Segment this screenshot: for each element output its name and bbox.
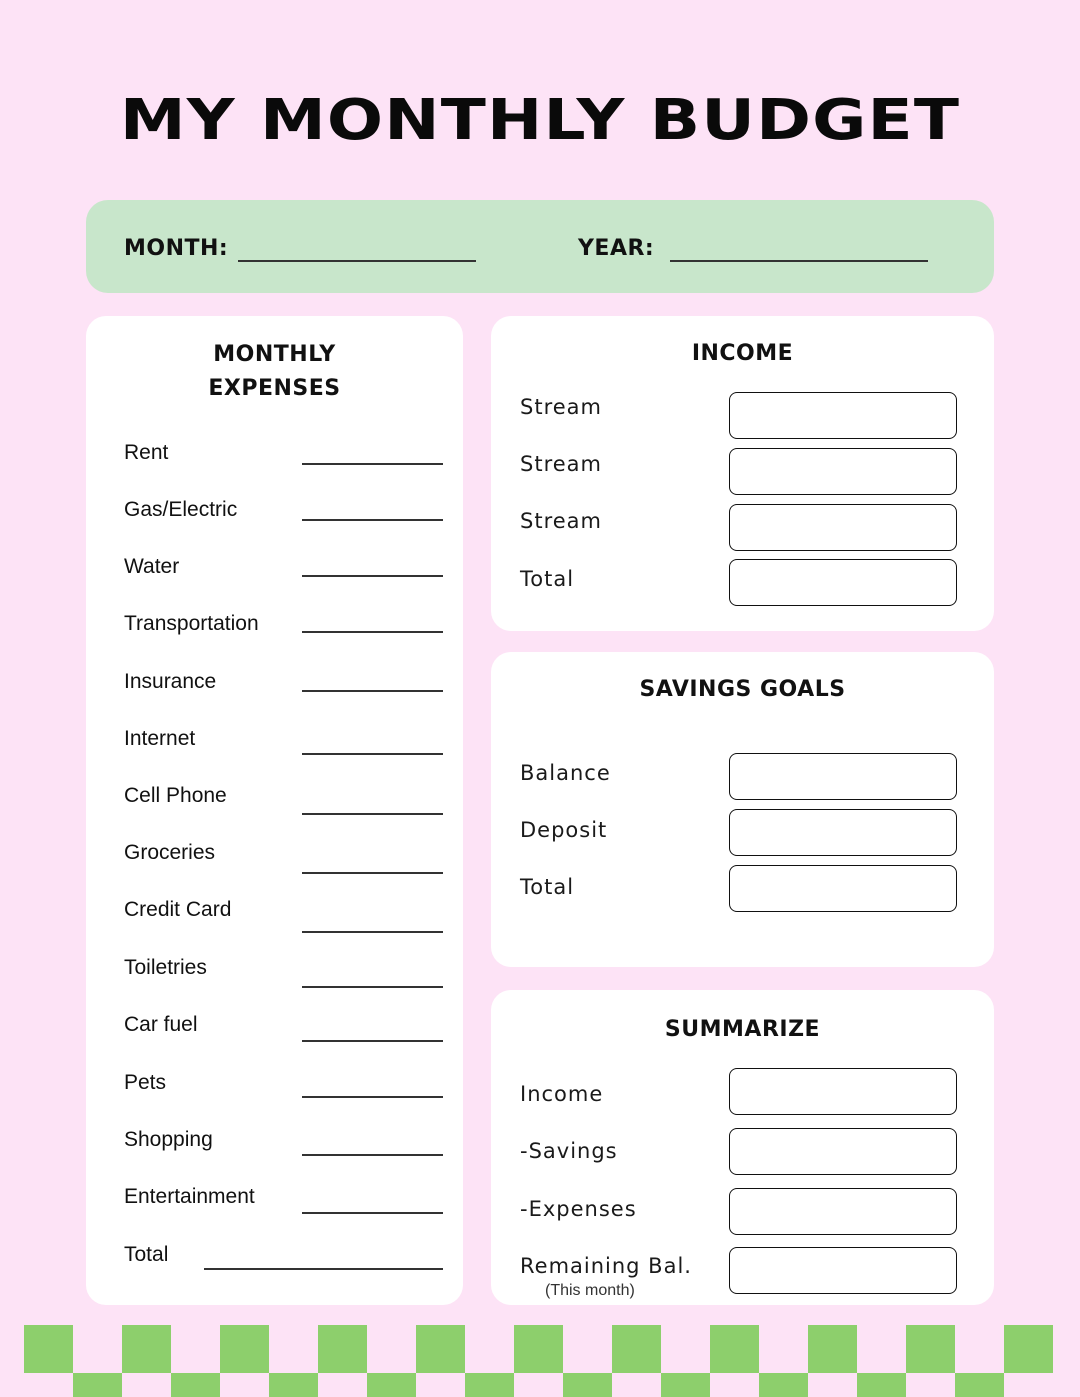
expense-field-toiletries[interactable] <box>302 986 443 988</box>
income-total-input[interactable] <box>729 559 957 606</box>
checker-square <box>759 1373 808 1397</box>
income-title: INCOME <box>691 341 794 366</box>
expense-field-car-fuel[interactable] <box>302 1040 443 1042</box>
savings-label-deposit: Deposit <box>520 818 608 842</box>
income-stream-1-input[interactable] <box>729 392 957 439</box>
expense-field-groceries[interactable] <box>302 872 443 874</box>
expense-field-pets[interactable] <box>302 1096 443 1098</box>
savings-title: SAVINGS GOALS <box>639 677 846 702</box>
expense-label-car-fuel: Car fuel <box>124 1013 198 1036</box>
income-label-stream-2: Stream <box>520 452 602 476</box>
expenses-title-line2: EXPENSES <box>208 376 341 401</box>
income-card <box>491 316 994 631</box>
checker-square <box>612 1325 661 1373</box>
checker-square <box>24 1325 73 1373</box>
expense-field-internet[interactable] <box>302 753 443 755</box>
checker-square <box>73 1373 122 1397</box>
income-label-stream-3: Stream <box>520 509 602 533</box>
expenses-title <box>86 338 463 406</box>
checker-square <box>857 1373 906 1397</box>
checker-square <box>416 1325 465 1373</box>
expense-label-insurance: Insurance <box>124 670 217 693</box>
monthly-expenses-card <box>86 316 463 1305</box>
expense-total-field[interactable] <box>204 1268 443 1270</box>
expense-field-water[interactable] <box>302 575 443 577</box>
checker-square <box>906 1325 955 1373</box>
checker-square <box>269 1373 318 1397</box>
expense-label-transportation: Transportation <box>124 612 259 635</box>
checker-square <box>122 1325 171 1373</box>
checkered-footer <box>0 1325 1080 1397</box>
income-stream-3-input[interactable] <box>729 504 957 551</box>
year-label: YEAR: <box>578 236 655 261</box>
income-label-stream-1: Stream <box>520 395 602 419</box>
summary-title: SUMMARIZE <box>664 1017 821 1042</box>
page-title: MY MONTHLY BUDGET <box>119 88 961 153</box>
savings-label-total: Total <box>520 875 575 899</box>
year-field[interactable] <box>670 260 928 262</box>
income-label-total: Total <box>520 567 575 591</box>
summary-label-expenses: -Expenses <box>520 1197 637 1221</box>
summary-income-input[interactable] <box>729 1068 957 1115</box>
checker-square <box>808 1325 857 1373</box>
month-label: MONTH: <box>124 236 229 261</box>
month-field[interactable] <box>238 260 476 262</box>
checker-square <box>465 1373 514 1397</box>
checker-square <box>710 1325 759 1373</box>
checker-square <box>318 1325 367 1373</box>
checker-square <box>367 1373 416 1397</box>
summary-remaining-input[interactable] <box>729 1247 957 1294</box>
summarize-card <box>491 990 994 1305</box>
expense-label-pets: Pets <box>124 1071 167 1094</box>
summary-savings-input[interactable] <box>729 1128 957 1175</box>
expense-label-entertainment: Entertainment <box>124 1185 255 1208</box>
expense-label-water: Water <box>124 555 180 578</box>
expense-total-label: Total <box>124 1243 169 1266</box>
savings-deposit-input[interactable] <box>729 809 957 856</box>
checker-square <box>955 1373 1004 1397</box>
expense-label-cell-phone: Cell Phone <box>124 784 227 807</box>
expense-label-gas-electric: Gas/Electric <box>124 498 238 521</box>
expense-field-gas-electric[interactable] <box>302 519 443 521</box>
summary-note-this-month: (This month) <box>545 1282 635 1299</box>
checker-square <box>1004 1325 1053 1373</box>
expense-label-rent: Rent <box>124 441 169 464</box>
summary-label-savings: -Savings <box>520 1139 618 1163</box>
checker-square <box>563 1373 612 1397</box>
expense-label-shopping: Shopping <box>124 1128 213 1151</box>
checker-square <box>171 1373 220 1397</box>
expense-field-cell-phone[interactable] <box>302 813 443 815</box>
month-year-bar <box>86 200 994 293</box>
checker-square <box>661 1373 710 1397</box>
expense-field-shopping[interactable] <box>302 1154 443 1156</box>
expense-field-rent[interactable] <box>302 463 443 465</box>
savings-total-input[interactable] <box>729 865 957 912</box>
summary-expenses-input[interactable] <box>729 1188 957 1235</box>
expense-field-insurance[interactable] <box>302 690 443 692</box>
income-stream-2-input[interactable] <box>729 448 957 495</box>
savings-label-balance: Balance <box>520 761 611 785</box>
savings-balance-input[interactable] <box>729 753 957 800</box>
expense-field-entertainment[interactable] <box>302 1212 443 1214</box>
expense-label-credit-card: Credit Card <box>124 898 232 921</box>
summary-label-income: Income <box>520 1082 604 1106</box>
savings-goals-card <box>491 652 994 967</box>
expense-label-toiletries: Toiletries <box>124 956 207 979</box>
checker-square <box>220 1325 269 1373</box>
expense-field-credit-card[interactable] <box>302 931 443 933</box>
checker-square <box>514 1325 563 1373</box>
expense-field-transportation[interactable] <box>302 631 443 633</box>
summary-label-remaining: Remaining Bal. <box>520 1254 692 1278</box>
expenses-title-line1: MONTHLY <box>213 342 336 367</box>
expense-label-internet: Internet <box>124 727 196 750</box>
expense-label-groceries: Groceries <box>124 841 216 864</box>
